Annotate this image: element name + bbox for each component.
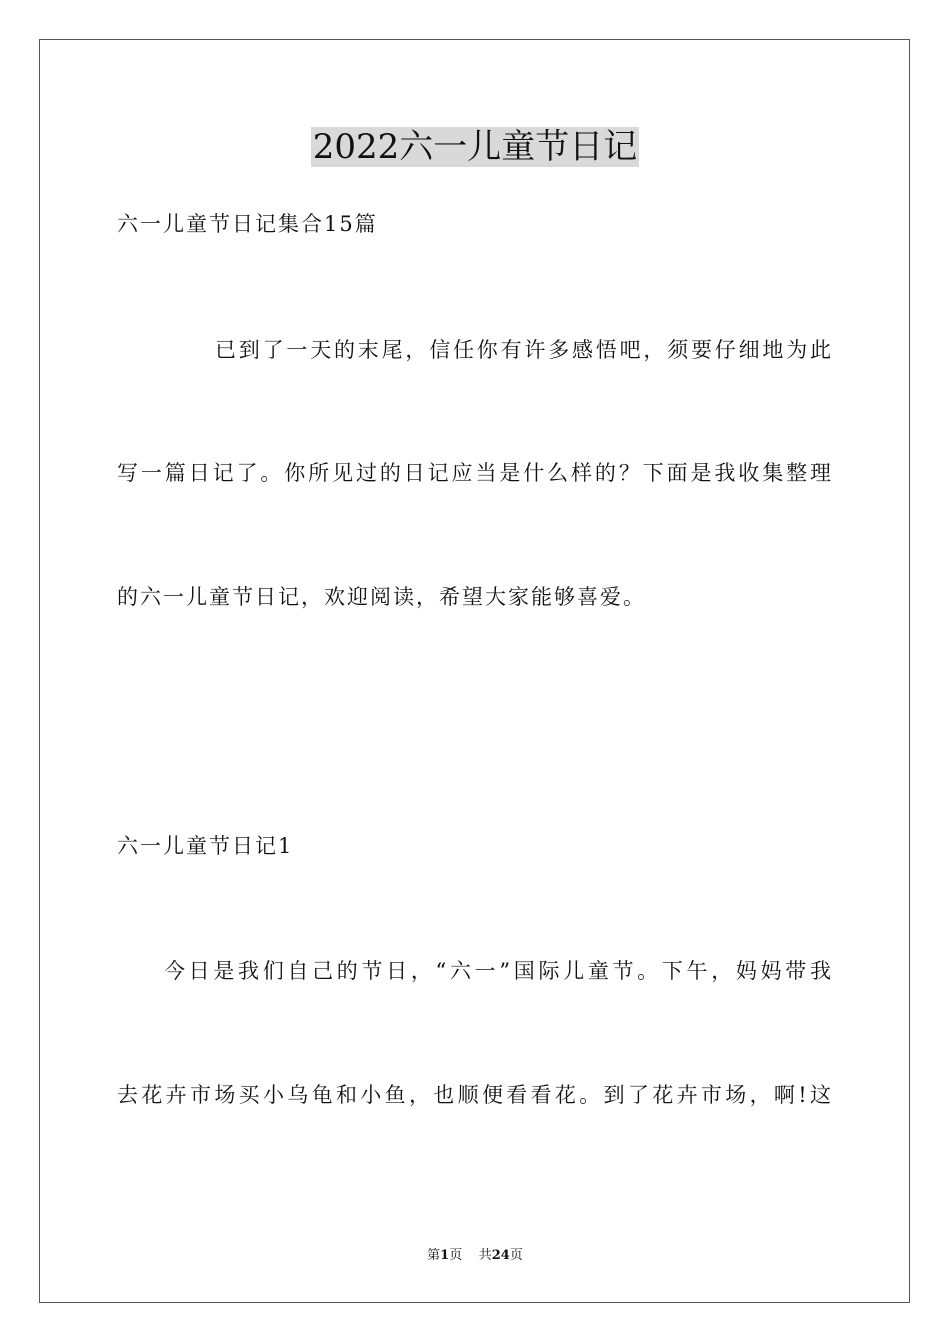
intro-line-1: 已到了一天的末尾，信任你有许多感悟吧，须要仔细地为此 bbox=[215, 338, 833, 362]
footer-page-number: 1 bbox=[440, 1248, 450, 1263]
footer-page-suffix: 页 bbox=[449, 1248, 463, 1263]
intro-line-2: 写一篇日记了。你所见过的日记应当是什么样的？下面是我收集整理 bbox=[117, 461, 833, 485]
section-heading: 六一儿童节日记1 bbox=[117, 834, 294, 858]
footer-page-prefix: 第 bbox=[427, 1248, 441, 1263]
footer-total-pages: 24 bbox=[491, 1248, 510, 1263]
title-container bbox=[0, 127, 950, 167]
intro-line-3: 的六一儿童节日记，欢迎阅读，希望大家能够喜爱。 bbox=[117, 585, 646, 609]
footer-total-prefix: 共 bbox=[478, 1248, 492, 1263]
document-title: 2022六一儿童节日记 bbox=[312, 127, 638, 167]
footer-total-suffix: 页 bbox=[509, 1248, 523, 1263]
document-subtitle: 六一儿童节日记集合15篇 bbox=[117, 212, 378, 236]
body-line-2: 去花卉市场买小乌龟和小鱼，也顺便看看花。到了花卉市场，啊!这 bbox=[117, 1083, 833, 1107]
body-line-1: 今日是我们自己的节日，“六一”国际儿童节。下午，妈妈带我 bbox=[164, 959, 833, 983]
page-footer bbox=[0, 1247, 950, 1265]
